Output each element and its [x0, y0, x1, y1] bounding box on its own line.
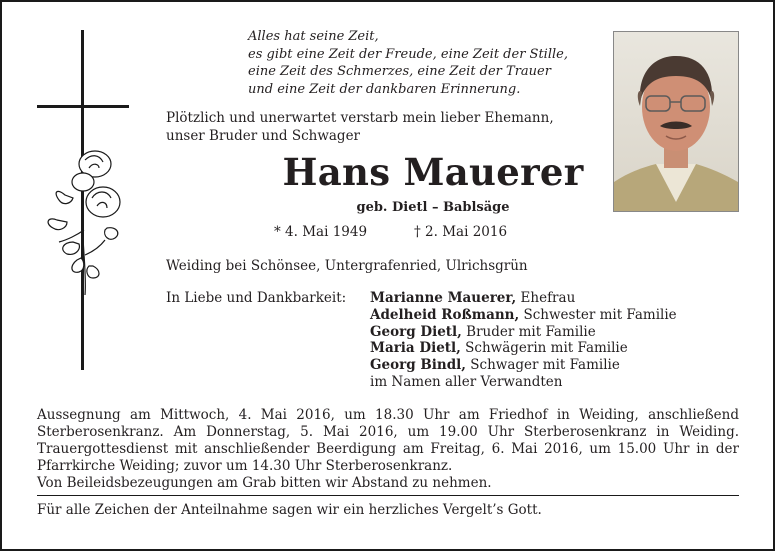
birth-date: * 4. Mai 1949	[274, 224, 368, 240]
mourner-entry	[370, 374, 677, 391]
mourner-entry	[370, 290, 677, 307]
mourner-relation: Ehefrau	[516, 290, 576, 306]
service-line: Pfarrkirche Weiding; zuvor um 14.30 Uhr Sterberosenkranz.	[37, 458, 453, 474]
mourners-list	[370, 290, 677, 391]
death-date: † 2. Mai 2016	[414, 224, 508, 240]
divider	[37, 495, 739, 496]
condolence-request: Von Beileidsbezeugungen am Grab bitten wir Abstand zu nehmen.	[37, 475, 492, 491]
mourner-name: Georg Bindl,	[370, 357, 466, 374]
mourner-relation: Schwägerin mit Familie	[460, 340, 628, 357]
cross-with-roses-icon	[37, 30, 129, 370]
quote-line: es gibt eine Zeit der Freude, eine Zeit der Stille,	[248, 46, 568, 62]
quote-line: und eine Zeit der dankbaren Erinnerung.	[248, 81, 521, 97]
service-line: Aussegnung am Mittwoch, 4. Mai 2016, um 18.30 Uhr am Friedhof in Weiding, anschließend	[37, 407, 739, 423]
mourner-entry	[370, 357, 677, 374]
thanks-line: Für alle Zeichen der Anteilnahme sagen wir ein herzliches Vergelt’s Gott.	[37, 502, 542, 518]
quote-line: eine Zeit des Schmerzes, eine Zeit der Trauer	[248, 64, 551, 79]
mourners-label: In Liebe und Dankbarkeit:	[166, 290, 347, 306]
service-line: Sterberosenkranz. Am Donnerstag, 5. Mai 2016, um 19.00 Uhr Sterberosenkranz in Weiding.	[37, 424, 739, 440]
mourner-relation: Schwester mit Familie	[519, 306, 677, 323]
mourner-name: Marianne Mauerer,	[370, 290, 517, 306]
intro-line: Plötzlich und unerwartet verstarb mein lieber Ehemann,	[166, 110, 554, 126]
intro-line: unser Bruder und Schwager	[166, 128, 361, 144]
service-line: Trauergottesdienst mit anschließender Beerdigung am Freitag, 6. Mai 2016, um 15.00 Uhr in der	[37, 441, 739, 457]
mourner-entry	[370, 324, 677, 341]
places-of-residence: Weiding bei Schönsee, Untergrafenried, Ulrichsgrün	[166, 258, 528, 274]
mourner-entry	[370, 340, 677, 357]
mourner-relation: Schwager mit Familie	[466, 357, 620, 374]
deceased-name: Hans Mauerer	[282, 150, 584, 194]
mourner-name: Maria Dietl,	[370, 340, 461, 357]
mourner-entry	[370, 307, 677, 324]
mourner-relation: im Namen aller Verwandten	[370, 373, 563, 390]
memorial-quote	[248, 28, 568, 98]
portrait-photo	[613, 31, 739, 212]
death-announcement	[166, 109, 554, 145]
funeral-service-details	[37, 407, 739, 475]
mourner-name: Georg Dietl,	[370, 323, 462, 340]
mourner-name: Adelheid Roßmann,	[370, 306, 520, 323]
quote-line: Alles hat seine Zeit,	[248, 29, 379, 44]
mourner-relation: Bruder mit Familie	[461, 323, 596, 340]
birth-name: geb. Dietl – Bablsäge	[356, 200, 510, 215]
